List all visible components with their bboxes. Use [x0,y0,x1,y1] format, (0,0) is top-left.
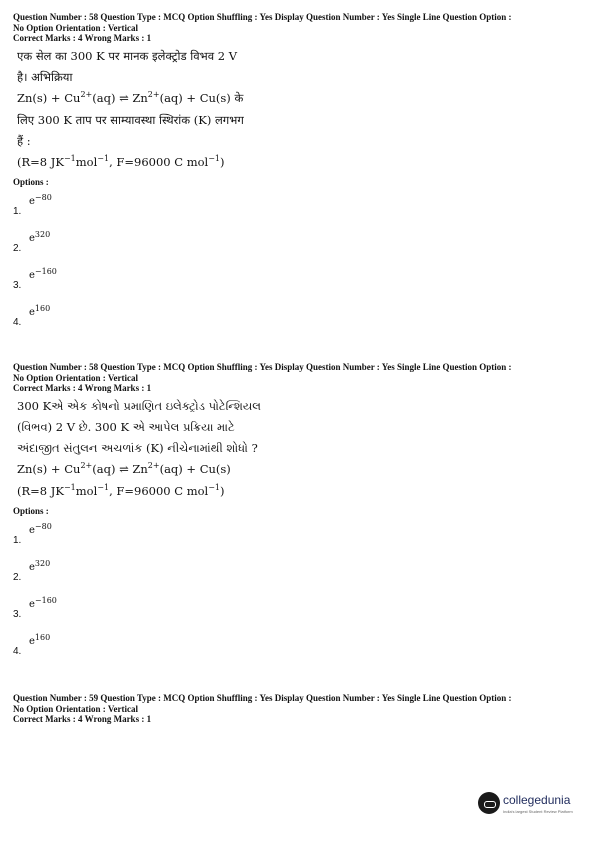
option-number: 1. [13,534,22,546]
option-1[interactable] [13,516,585,553]
text-line: (વિભવ) 2 V છે. 300 K એ આપેલ પ્રક્રિયા માટે [17,419,235,434]
text-line: लिए 300 K ताप पर साम्यावस्था स्थिरांक (K) लगभग [17,112,244,127]
collegedunia-logo [478,790,578,824]
option-value: $e^{320}$ [29,229,51,244]
option-number: 2. [13,242,22,254]
option-2[interactable] [13,553,585,590]
text-line: एक सेल का 300 K पर मानक इलेक्ट्रोड विभव 2 V [17,48,238,63]
option-value: $e^{-160}$ [29,595,57,610]
marks-line: Correct Marks : 4 Wrong Marks : 1 [13,714,152,724]
option-value: $e^{-80}$ [29,521,52,536]
text-line: અંદાજીત સંતુલન અચળાંક (K) નીચેનામાંથી શોધો ? [17,440,258,455]
option-4[interactable] [13,298,585,335]
option-number: 3. [13,279,22,291]
option-value: $e^{160}$ [29,632,51,647]
meta-line: Question Number : 58 Question Type : MCQ Option Shuffling : Yes Display Question Number : Yes Single Line Question Option : [13,362,512,372]
option-2[interactable] [13,224,585,261]
reaction-equation: $Zn(s) + Cu^{2+}(aq)$ ⇌ $Zn^{2+}(aq) + Cu(s)$ [17,460,231,476]
option-number: 4. [13,645,22,657]
meta-line: No Option Orientation : Vertical [13,703,138,714]
option-3[interactable] [13,261,585,298]
option-number: 3. [13,608,22,620]
text-line: है। अभिक्रिया [17,69,73,84]
constants-line: (R=8 $JK^{-1}mol^{-1}$, F=96000 C mol$^{-1}$) [17,482,225,498]
options-label: Options : [13,505,49,516]
option-value: $e^{320}$ [29,558,51,573]
graduate-cap-icon [478,792,500,814]
meta-line: Question Number : 58 Question Type : MCQ Option Shuffling : Yes Display Question Number : Yes Single Line Question Option : [13,12,512,22]
question-block-3 [13,693,585,725]
option-number: 1. [13,205,22,217]
option-value: $e^{160}$ [29,303,51,318]
logo-name: collegedunia [503,793,571,807]
constants-line: (R=8 $JK^{-1}mol^{-1}$, F=96000 C mol$^{-1}$) [17,153,225,169]
meta-line: No Option Orientation : Vertical [13,372,138,383]
text-line: हैं : [17,133,31,148]
text-line: 300 Kએ એક કોષનો પ્રમાણિત ઇલેક્ટ્રોડ પોટેન્શિયલ [17,398,261,413]
question-meta [13,12,585,44]
options-label: Options : [13,176,49,187]
option-number: 4. [13,316,22,328]
question-text [13,396,585,503]
question-block-1 [13,12,585,335]
marks-line: Correct Marks : 4 Wrong Marks : 1 [13,33,152,43]
meta-line: No Option Orientation : Vertical [13,22,138,33]
option-value: $e^{-160}$ [29,266,57,281]
question-block-2 [13,362,585,664]
option-value: $e^{-80}$ [29,192,52,207]
marks-line: Correct Marks : 4 Wrong Marks : 1 [13,383,152,393]
question-meta [13,362,585,394]
question-text [13,46,585,174]
meta-line: Question Number : 59 Question Type : MCQ Option Shuffling : Yes Display Question Number : Yes Single Line Question Option : [13,693,512,703]
logo-tagline: India's largest Student Review Platform [503,809,573,814]
option-1[interactable] [13,187,585,224]
question-meta [13,693,585,725]
reaction-equation: $Zn(s) + Cu^{2+}(aq)$ ⇌ $Zn^{2+}(aq) + Cu(s)$ के [17,89,244,105]
option-4[interactable] [13,627,585,664]
option-number: 2. [13,571,22,583]
option-3[interactable] [13,590,585,627]
